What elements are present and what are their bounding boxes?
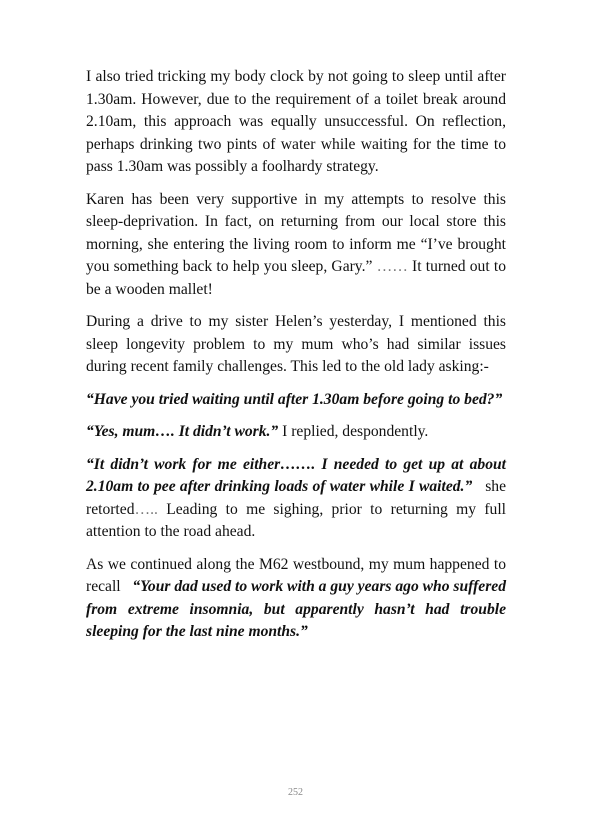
retort-attribution: she retorted bbox=[86, 478, 506, 518]
ellipsis: ….. bbox=[134, 500, 158, 518]
paragraph-karen bbox=[86, 189, 506, 302]
page-number: 252 bbox=[288, 787, 303, 798]
paragraph-karen-text: Karen has been very supportive in my attempts to resolve this sleep-deprivation. In fact, on returning from our local store this morning, she entering the living room to inform me “I’ve brought you something back to help you sleep, Gary.” bbox=[86, 190, 506, 275]
quote-reply: “Yes, mum…. It didn’t work.” bbox=[86, 423, 279, 440]
paragraph-m62-text: As we continued along the M62 westbound, my mum happened to recall bbox=[86, 555, 506, 595]
reply-attribution: I replied, despondently. bbox=[282, 423, 429, 440]
book-page-body bbox=[86, 66, 506, 654]
quote-mum-question: “Have you tried waiting until after 1.30am before going to bed?” bbox=[86, 390, 503, 408]
ellipsis: …… bbox=[376, 258, 408, 275]
quote-insomnia: “Your dad used to work with a guy years ago who suffered from extreme insomnia, but apparently hasn’t had trouble sleeping for the last nine months.” bbox=[86, 578, 506, 640]
paragraph-m62 bbox=[86, 554, 506, 644]
retort-continuation: Leading to me sighing, prior to returning my full attention to the road ahead. bbox=[86, 500, 506, 540]
quote-retort: “It didn’t work for me either……. I needed to get up at about 2.10am to pee after drinking loads of water while I waited.” bbox=[86, 455, 506, 495]
paragraph-karen-ending: It turned out to be a wooden mallet! bbox=[86, 258, 507, 298]
paragraph-reply bbox=[86, 421, 506, 444]
paragraph-body-clock: I also tried tricking my body clock by not going to sleep until after 1.30am. However, due to the requirement of a toilet break around 2.10am, this approach was equally unsuccessful. On reflection, perhaps drinking two pints of water while waiting for the time to pass 1.30am was possibly a foolhardy strategy. bbox=[86, 68, 506, 175]
paragraph-drive: During a drive to my sister Helen’s yesterday, I mentioned this sleep longevity problem to my mum who’s had similar issues during recent family challenges. This led to the old lady asking:- bbox=[86, 313, 506, 375]
paragraph-retort bbox=[86, 454, 506, 544]
